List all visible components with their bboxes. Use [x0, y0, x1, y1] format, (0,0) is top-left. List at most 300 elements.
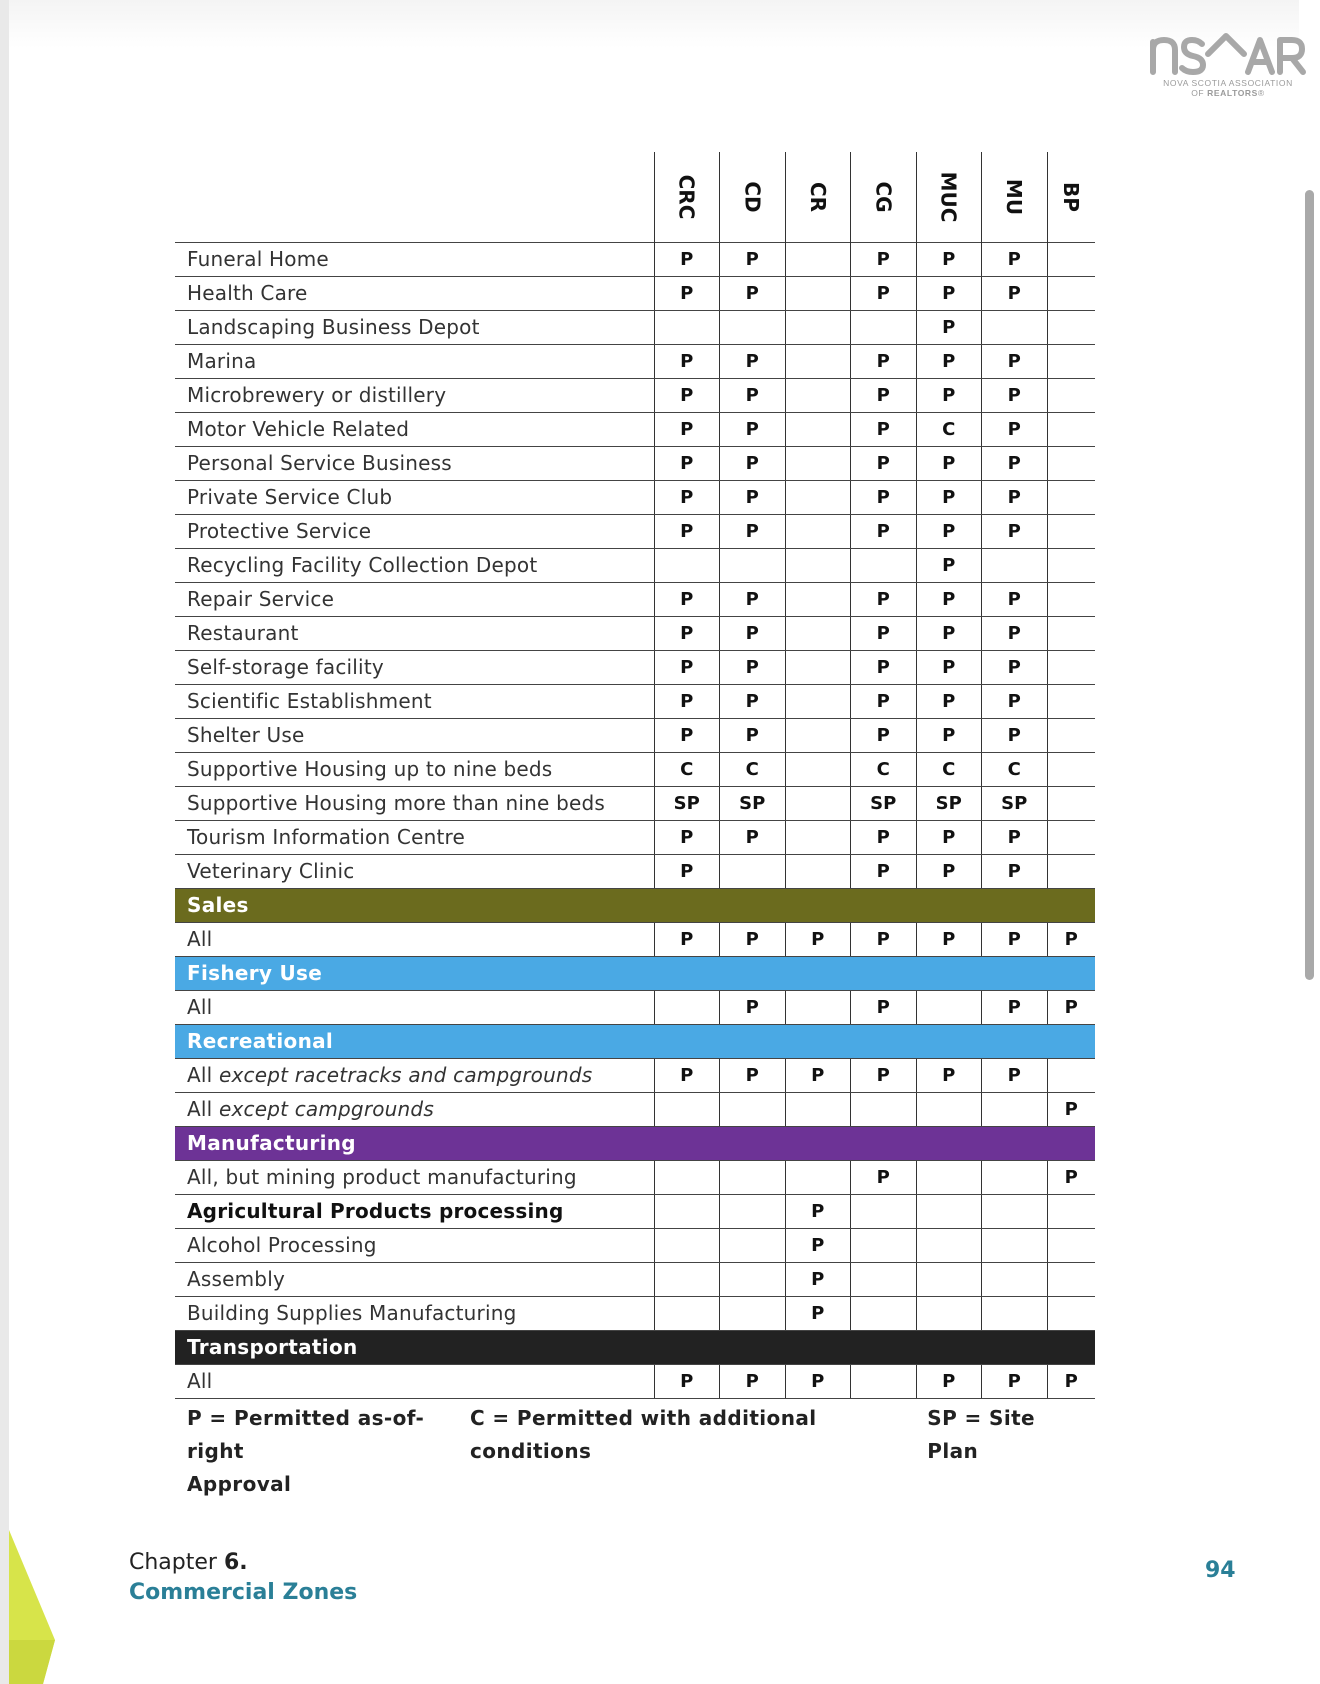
permission-cell-cr [785, 616, 851, 650]
permission-cell-bp [1047, 1296, 1095, 1330]
permission-cell-crc: P [654, 854, 720, 888]
permission-cell-cr [785, 684, 851, 718]
permission-cell-muc: P [916, 684, 982, 718]
permission-cell-crc: P [654, 412, 720, 446]
category-row-fishery [175, 956, 1095, 990]
permission-cell-bp [1047, 378, 1095, 412]
use-name [175, 650, 654, 684]
use-name [175, 344, 654, 378]
permission-cell-cr: P [785, 1194, 851, 1228]
permission-cell-cg: P [851, 276, 917, 310]
table-row [175, 922, 1095, 956]
permission-cell-bp [1047, 1194, 1095, 1228]
page-edge [0, 0, 9, 1684]
permission-cell-muc: P [916, 446, 982, 480]
table-row [175, 310, 1095, 344]
table-row [175, 1194, 1095, 1228]
permission-cell-bp: P [1047, 990, 1095, 1024]
permission-cell-cd [720, 854, 786, 888]
permission-cell-crc: P [654, 1364, 720, 1398]
legend-conditional: C = Permitted with additional conditions [469, 1406, 817, 1463]
registered-mark: ® [1257, 88, 1265, 98]
table-row [175, 378, 1095, 412]
chapter-number: 6. [223, 1550, 248, 1575]
permission-cell-muc: C [916, 752, 982, 786]
table-row [175, 514, 1095, 548]
permission-cell-cd: P [720, 684, 786, 718]
permission-cell-crc: P [654, 1058, 720, 1092]
permission-cell-bp [1047, 276, 1095, 310]
use-name [175, 1262, 654, 1296]
use-name-text: Recycling Facility Collection Depot [187, 553, 538, 577]
permission-cell-cr [785, 412, 851, 446]
permission-cell-crc: P [654, 344, 720, 378]
permission-cell-crc [654, 1194, 720, 1228]
table-row [175, 854, 1095, 888]
table-row [175, 990, 1095, 1024]
permission-cell-mu: P [982, 820, 1048, 854]
permission-cell-cr [785, 480, 851, 514]
permission-cell-cd: P [720, 1058, 786, 1092]
use-name-text: Motor Vehicle Related [187, 417, 410, 441]
permission-cell-cr [785, 752, 851, 786]
use-name [175, 1160, 654, 1194]
table-row [175, 446, 1095, 480]
permission-cell-cr [785, 1160, 851, 1194]
permission-cell-bp [1047, 480, 1095, 514]
table-row [175, 684, 1095, 718]
permission-cell-cd: P [720, 514, 786, 548]
zone-header-cr: CR [785, 152, 851, 242]
permission-cell-mu [982, 1296, 1048, 1330]
table-row [175, 1058, 1095, 1092]
permission-cell-mu: P [982, 1058, 1048, 1092]
permission-cell-mu: P [982, 990, 1048, 1024]
permission-cell-mu: P [982, 242, 1048, 276]
permission-cell-bp [1047, 1058, 1095, 1092]
permission-cell-crc: P [654, 718, 720, 752]
permission-cell-cg: P [851, 514, 917, 548]
permission-cell-cg: P [851, 1160, 917, 1194]
use-name [175, 242, 654, 276]
permission-cell-cg: P [851, 990, 917, 1024]
use-name-text: Self-storage facility [187, 655, 384, 679]
zones-table-body [175, 242, 1095, 1398]
permission-cell-cg: P [851, 344, 917, 378]
permission-cell-cd [720, 1160, 786, 1194]
permission-cell-cg [851, 1194, 917, 1228]
table-row [175, 820, 1095, 854]
permission-cell-muc: P [916, 650, 982, 684]
logo-subtitle-bold: REALTORS [1207, 88, 1258, 98]
permission-cell-muc: P [916, 242, 982, 276]
use-name [175, 922, 654, 956]
permission-cell-muc: P [916, 1058, 982, 1092]
permission-cell-mu [982, 1262, 1048, 1296]
permission-cell-cg: P [851, 378, 917, 412]
chapter-label [129, 1550, 248, 1575]
permission-cell-cg: P [851, 650, 917, 684]
permission-cell-crc [654, 990, 720, 1024]
permission-cell-bp: P [1047, 1160, 1095, 1194]
permission-cell-cg [851, 548, 917, 582]
use-name-qualifier: except racetracks and campgrounds [212, 1063, 593, 1087]
use-name [175, 412, 654, 446]
use-name-text: All [187, 1063, 213, 1087]
permission-cell-crc [654, 1296, 720, 1330]
permission-cell-mu [982, 1228, 1048, 1262]
permission-cell-crc [654, 1160, 720, 1194]
permission-cell-cr [785, 446, 851, 480]
permission-cell-crc: P [654, 378, 720, 412]
permission-cell-muc [916, 1296, 982, 1330]
permission-cell-muc: P [916, 582, 982, 616]
permission-cell-muc: P [916, 378, 982, 412]
permission-cell-crc: P [654, 820, 720, 854]
use-name-text: Supportive Housing more than nine beds [187, 791, 606, 815]
permission-cell-mu: SP [982, 786, 1048, 820]
permission-cell-cr: P [785, 1228, 851, 1262]
permission-cell-bp [1047, 582, 1095, 616]
permission-cell-cd: P [720, 1364, 786, 1398]
permission-cell-cg: P [851, 242, 917, 276]
use-name [175, 752, 654, 786]
permission-cell-mu: P [982, 684, 1048, 718]
use-name-text: Building Supplies Manufacturing [187, 1301, 517, 1325]
permission-cell-cd: P [720, 650, 786, 684]
permission-cell-mu [982, 1194, 1048, 1228]
permission-cell-bp [1047, 854, 1095, 888]
permission-cell-crc: P [654, 650, 720, 684]
table-row [175, 650, 1095, 684]
permission-cell-cg: P [851, 684, 917, 718]
zones-permissions-table [175, 152, 1095, 1399]
permission-cell-cd: SP [720, 786, 786, 820]
permission-cell-cr: P [785, 1296, 851, 1330]
use-name-text: Tourism Information Centre [187, 825, 465, 849]
use-name [175, 1194, 654, 1228]
permission-cell-crc: P [654, 514, 720, 548]
permission-cell-cd: C [720, 752, 786, 786]
use-name [175, 446, 654, 480]
permission-cell-bp [1047, 616, 1095, 650]
permission-cell-muc: P [916, 276, 982, 310]
permission-cell-muc: P [916, 548, 982, 582]
zone-header-muc: MUC [916, 152, 982, 242]
permission-cell-crc: P [654, 582, 720, 616]
table-row [175, 616, 1095, 650]
use-name [175, 1092, 654, 1126]
use-name [175, 786, 654, 820]
permission-cell-cd [720, 548, 786, 582]
category-row-transportation [175, 1330, 1095, 1364]
permission-cell-cd: P [720, 276, 786, 310]
permission-cell-bp [1047, 718, 1095, 752]
use-name-text: Alcohol Processing [187, 1233, 377, 1257]
use-name-text: Microbrewery or distillery [187, 383, 447, 407]
permission-cell-cr [785, 548, 851, 582]
use-name-text: Protective Service [187, 519, 372, 543]
use-name [175, 684, 654, 718]
permission-cell-muc: P [916, 480, 982, 514]
permission-cell-cg: P [851, 582, 917, 616]
logo-subtitle-line1: NOVA SCOTIA ASSOCIATION [1163, 78, 1293, 88]
permission-cell-cg: P [851, 616, 917, 650]
use-name-text: Shelter Use [187, 723, 305, 747]
table-row [175, 548, 1095, 582]
permission-cell-cd: P [720, 922, 786, 956]
permission-cell-cr [785, 344, 851, 378]
permission-cell-cr: P [785, 1262, 851, 1296]
permission-cell-mu: P [982, 854, 1048, 888]
permission-cell-crc: P [654, 922, 720, 956]
permission-cell-cr: P [785, 922, 851, 956]
legend-permitted: P = Permitted as-of-right [187, 1406, 425, 1463]
category-row-sales [175, 888, 1095, 922]
use-name [175, 378, 654, 412]
zone-header-row [175, 152, 1095, 242]
category-label: Sales [175, 888, 1095, 922]
table-row [175, 752, 1095, 786]
permission-cell-cr [785, 310, 851, 344]
nsar-logo-mark-icon [1148, 24, 1308, 80]
permission-cell-muc [916, 1160, 982, 1194]
use-name-text: All [187, 1097, 213, 1121]
permission-cell-bp [1047, 514, 1095, 548]
permission-cell-crc: SP [654, 786, 720, 820]
permission-cell-mu [982, 310, 1048, 344]
table-row [175, 276, 1095, 310]
permission-cell-cg [851, 1092, 917, 1126]
permission-cell-cg [851, 1262, 917, 1296]
use-name [175, 1364, 654, 1398]
permission-cell-mu: P [982, 1364, 1048, 1398]
permission-cell-muc [916, 1228, 982, 1262]
permission-cell-cd: P [720, 616, 786, 650]
permission-cell-cg [851, 1364, 917, 1398]
use-name [175, 276, 654, 310]
permission-cell-cd: P [720, 582, 786, 616]
permission-cell-mu: P [982, 276, 1048, 310]
permission-cell-crc: P [654, 276, 720, 310]
permission-cell-bp [1047, 684, 1095, 718]
table-row [175, 1092, 1095, 1126]
use-name [175, 990, 654, 1024]
use-name-text: Personal Service Business [187, 451, 452, 475]
permission-cell-cd: P [720, 820, 786, 854]
use-name-text: Health Care [187, 281, 308, 305]
use-name [175, 310, 654, 344]
legend-site-plan-continued: Approval [187, 1472, 292, 1496]
permission-cell-cr [785, 650, 851, 684]
permission-cell-cr [785, 276, 851, 310]
use-name-text: Repair Service [187, 587, 335, 611]
permission-cell-crc [654, 1228, 720, 1262]
permission-cell-cd: P [720, 344, 786, 378]
category-label: Transportation [175, 1330, 1095, 1364]
permission-cell-muc: P [916, 922, 982, 956]
permission-cell-cd [720, 1296, 786, 1330]
corner-accent-shape [9, 1530, 57, 1684]
page-top-shade [9, 0, 1299, 48]
use-name-text: Marina [187, 349, 257, 373]
permission-cell-cr [785, 1092, 851, 1126]
permission-cell-cd: P [720, 480, 786, 514]
use-name-text: Funeral Home [187, 247, 329, 271]
permission-cell-cg: P [851, 412, 917, 446]
nsar-logo [1148, 24, 1308, 102]
permission-cell-cd: P [720, 242, 786, 276]
use-name-text: Landscaping Business Depot [187, 315, 480, 339]
permission-cell-cg: C [851, 752, 917, 786]
use-name-text: All [187, 995, 213, 1019]
permission-cell-bp: P [1047, 922, 1095, 956]
permission-cell-cg [851, 1296, 917, 1330]
permission-cell-muc: P [916, 820, 982, 854]
permission-cell-muc: P [916, 514, 982, 548]
table-row [175, 1364, 1095, 1398]
permission-cell-cr [785, 582, 851, 616]
permission-cell-muc: P [916, 854, 982, 888]
header-blank-cell [175, 152, 654, 242]
category-row-manufacturing [175, 1126, 1095, 1160]
permission-cell-mu: P [982, 378, 1048, 412]
use-name [175, 718, 654, 752]
use-name [175, 548, 654, 582]
permission-cell-cg: P [851, 854, 917, 888]
zone-header-cd: CD [720, 152, 786, 242]
permission-cell-crc: P [654, 242, 720, 276]
permission-cell-muc [916, 990, 982, 1024]
permission-cell-muc [916, 1194, 982, 1228]
permission-cell-cg: SP [851, 786, 917, 820]
logo-subtitle-line2 [1148, 88, 1308, 98]
permission-cell-bp [1047, 1262, 1095, 1296]
permission-cell-cg: P [851, 922, 917, 956]
permission-cell-cr [785, 718, 851, 752]
permission-cell-bp [1047, 1228, 1095, 1262]
category-row-recreational [175, 1024, 1095, 1058]
permission-cell-cr [785, 990, 851, 1024]
permission-cell-cg: P [851, 718, 917, 752]
permission-cell-cd [720, 1092, 786, 1126]
table-row [175, 1228, 1095, 1262]
permission-cell-crc: P [654, 480, 720, 514]
zone-header-cg: CG [851, 152, 917, 242]
permission-cell-mu: C [982, 752, 1048, 786]
table-row [175, 412, 1095, 446]
permission-cell-bp: P [1047, 1092, 1095, 1126]
permission-cell-bp: P [1047, 1364, 1095, 1398]
permission-cell-cg [851, 310, 917, 344]
use-name [175, 1228, 654, 1262]
use-name-text: All [187, 1369, 213, 1393]
permission-cell-mu [982, 548, 1048, 582]
table-row [175, 718, 1095, 752]
permission-cell-cr: P [785, 1058, 851, 1092]
category-label: Manufacturing [175, 1126, 1095, 1160]
permission-cell-cg: P [851, 1058, 917, 1092]
use-name-text: Restaurant [187, 621, 299, 645]
use-name-text: Supportive Housing up to nine beds [187, 757, 553, 781]
permission-cell-crc: P [654, 684, 720, 718]
use-name-text: All [187, 927, 213, 951]
use-name-text: All, but mining product manufacturing [187, 1165, 577, 1189]
table-row [175, 582, 1095, 616]
category-label: Recreational [175, 1024, 1095, 1058]
permission-cell-muc: P [916, 718, 982, 752]
permission-cell-cd: P [720, 446, 786, 480]
permission-cell-bp [1047, 344, 1095, 378]
table-row [175, 1296, 1095, 1330]
use-name-qualifier: except campgrounds [212, 1097, 434, 1121]
permission-cell-cr [785, 820, 851, 854]
use-name-text: Veterinary Clinic [187, 859, 355, 883]
zone-header-mu: MU [982, 152, 1048, 242]
permission-cell-cd [720, 1228, 786, 1262]
logo-subtitle-prefix: OF [1191, 88, 1208, 98]
use-name [175, 1296, 654, 1330]
permission-cell-muc: P [916, 1364, 982, 1398]
permission-cell-mu: P [982, 616, 1048, 650]
permission-cell-bp [1047, 310, 1095, 344]
permission-cell-crc [654, 548, 720, 582]
permission-cell-mu: P [982, 446, 1048, 480]
use-name [175, 480, 654, 514]
chapter-title: Commercial Zones [129, 1580, 358, 1605]
permission-cell-bp [1047, 446, 1095, 480]
table-row [175, 1160, 1095, 1194]
table-row [175, 480, 1095, 514]
legend-site-plan: SP = Site Plan [927, 1406, 1036, 1463]
permission-cell-crc [654, 1092, 720, 1126]
permission-cell-bp [1047, 412, 1095, 446]
permission-cell-crc: P [654, 446, 720, 480]
use-name [175, 582, 654, 616]
category-label: Fishery Use [175, 956, 1095, 990]
permission-cell-cr [785, 854, 851, 888]
table-row [175, 786, 1095, 820]
permission-cell-cr [785, 378, 851, 412]
use-name [175, 1058, 654, 1092]
permission-cell-mu: P [982, 344, 1048, 378]
use-name [175, 514, 654, 548]
permission-cell-cd: P [720, 412, 786, 446]
use-name-text: Scientific Establishment [187, 689, 432, 713]
zone-header-bp: BP [1047, 152, 1095, 242]
permission-cell-bp [1047, 242, 1095, 276]
use-name [175, 616, 654, 650]
vertical-scrollbar[interactable] [1305, 190, 1314, 980]
table-row [175, 344, 1095, 378]
zone-header-crc: CRC [654, 152, 720, 242]
permission-cell-mu [982, 1092, 1048, 1126]
permission-cell-cg: P [851, 820, 917, 854]
permission-cell-bp [1047, 752, 1095, 786]
permission-cell-mu: P [982, 582, 1048, 616]
permission-cell-crc: P [654, 616, 720, 650]
permission-cell-bp [1047, 786, 1095, 820]
permission-cell-mu: P [982, 480, 1048, 514]
legend-line [187, 1402, 1087, 1468]
permission-cell-bp [1047, 820, 1095, 854]
permission-cell-muc: P [916, 310, 982, 344]
use-name [175, 820, 654, 854]
permission-cell-cg: P [851, 446, 917, 480]
permission-cell-mu: P [982, 412, 1048, 446]
permission-cell-bp [1047, 650, 1095, 684]
permission-cell-muc: C [916, 412, 982, 446]
